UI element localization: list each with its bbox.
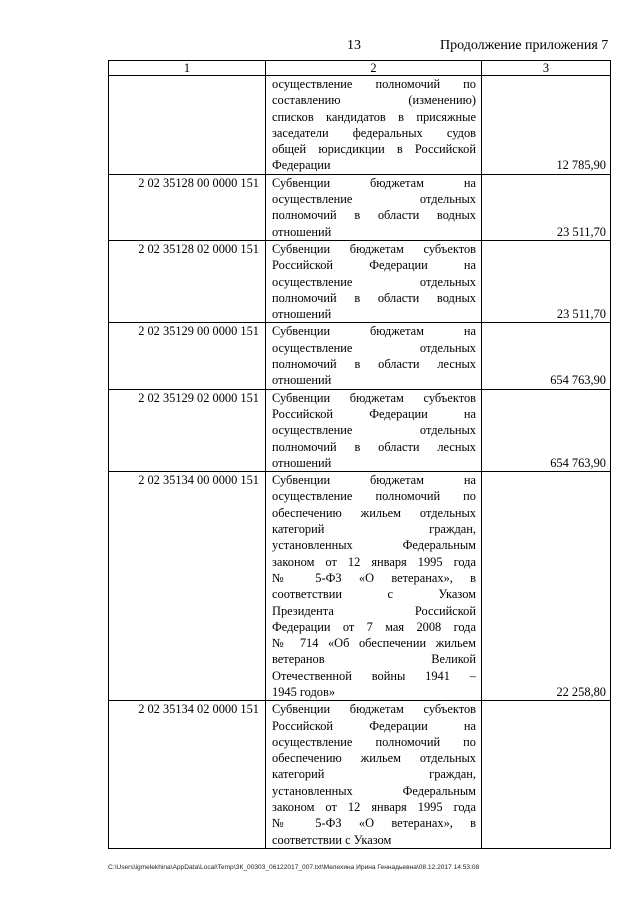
budget-code <box>109 76 266 175</box>
description-line: законом от 12 января 1995 года <box>272 554 476 569</box>
description <box>266 701 482 849</box>
table-row <box>109 701 611 849</box>
description-line: категорий граждан, <box>272 767 476 782</box>
description <box>266 472 482 701</box>
description-line: обеспечению жильем отдельных <box>272 751 476 766</box>
description-line: осуществление отдельных <box>272 340 476 355</box>
description-line: отношений <box>272 224 332 239</box>
description-line: Президента Российской <box>272 603 476 618</box>
description-line: Российской Федерации на <box>272 718 476 733</box>
budget-table <box>108 60 611 849</box>
description-line: № 5-ФЗ «О ветеранах», в <box>272 570 476 585</box>
description-line: полномочий в области водных <box>272 290 476 305</box>
amount: 22 258,80 <box>482 472 611 701</box>
description-line: составлению (изменению) <box>272 93 476 108</box>
description-line: Субвенции бюджетам субъектов <box>272 241 476 256</box>
description-line: Субвенции бюджетам на <box>272 324 476 339</box>
description <box>266 174 482 240</box>
column-header-2: 2 <box>266 61 482 76</box>
description-line: 1945 годов» <box>272 684 336 699</box>
table-row <box>109 323 611 389</box>
table-row <box>109 389 611 471</box>
budget-code: 2 02 35128 00 0000 151 <box>109 174 266 240</box>
description-line: общей юрисдикции в Российской <box>272 142 476 157</box>
description-line: Субвенции бюджетам субъектов <box>272 702 476 717</box>
description-line: осуществление отдельных <box>272 274 476 289</box>
table-row <box>109 240 611 322</box>
description-line: Субвенции бюджетам субъектов <box>272 390 476 405</box>
description-line: соответствии с Указом <box>272 832 392 847</box>
description-line: полномочий в области лесных <box>272 439 476 454</box>
amount: 654 763,90 <box>482 323 611 389</box>
table-row <box>109 76 611 175</box>
description <box>266 76 482 175</box>
amount: 12 785,90 <box>482 76 611 175</box>
description-line: полномочий в области водных <box>272 208 476 223</box>
description-line: Федерации от 7 мая 2008 года <box>272 619 476 634</box>
description-line: категорий граждан, <box>272 522 476 537</box>
description-line: осуществление полномочий по <box>272 734 476 749</box>
description-line: Российской Федерации на <box>272 258 476 273</box>
description-line: отношений <box>272 307 332 322</box>
table-row <box>109 472 611 701</box>
description-line: Российской Федерации на <box>272 406 476 421</box>
description-line: соответствии с Указом <box>272 587 476 602</box>
amount: 654 763,90 <box>482 389 611 471</box>
description-line: осуществление полномочий по <box>272 77 476 91</box>
description-line: отношений <box>272 373 332 388</box>
description-line: осуществление полномочий по <box>272 489 476 504</box>
description-line: осуществление отдельных <box>272 423 476 438</box>
description-line: списков кандидатов в присяжные <box>272 109 476 124</box>
continuation-label: Продолжение приложения 7 <box>440 38 609 53</box>
table-row <box>109 174 611 240</box>
description-line: законом от 12 января 1995 года <box>272 800 476 815</box>
description-line: установленных Федеральным <box>272 783 476 798</box>
description-line: осуществление отдельных <box>272 192 476 207</box>
description-line: установленных Федеральным <box>272 538 476 553</box>
description-line: отношений <box>272 455 332 470</box>
amount: 23 511,70 <box>482 240 611 322</box>
description-line: Субвенции бюджетам на <box>272 473 476 488</box>
budget-code: 2 02 35128 02 0000 151 <box>109 240 266 322</box>
description-line: полномочий в области лесных <box>272 357 476 372</box>
column-header-3: 3 <box>482 61 611 76</box>
budget-code: 2 02 35129 00 0000 151 <box>109 323 266 389</box>
description-line: ветеранов Великой <box>272 652 476 667</box>
description-line: № 5-ФЗ «О ветеранах», в <box>272 816 476 831</box>
description-line: № 714 «Об обеспечении жильем <box>272 636 476 651</box>
amount: 23 511,70 <box>482 174 611 240</box>
description <box>266 389 482 471</box>
budget-code: 2 02 35129 02 0000 151 <box>109 389 266 471</box>
description-line: Отечественной войны 1941 – <box>272 668 476 683</box>
file-path-footer: C:\Users\igmelekhina\AppData\Local\Temp\ЗК_00303_06122017_007.txt\Мелехина Ирина Геннадьевна\08.12.2017 14:53:08 <box>108 864 480 871</box>
description-line: Федерации <box>272 158 331 173</box>
description-line: обеспечению жильем отдельных <box>272 505 476 520</box>
column-header-1: 1 <box>109 61 266 76</box>
description-line: заседатели федеральных судов <box>272 125 476 140</box>
description <box>266 240 482 322</box>
budget-code: 2 02 35134 02 0000 151 <box>109 701 266 849</box>
amount <box>482 701 611 849</box>
table-header-row <box>109 61 611 76</box>
description <box>266 323 482 389</box>
description-line: Субвенции бюджетам на <box>272 175 476 190</box>
page-number: 13 <box>347 38 361 53</box>
budget-code: 2 02 35134 00 0000 151 <box>109 472 266 701</box>
